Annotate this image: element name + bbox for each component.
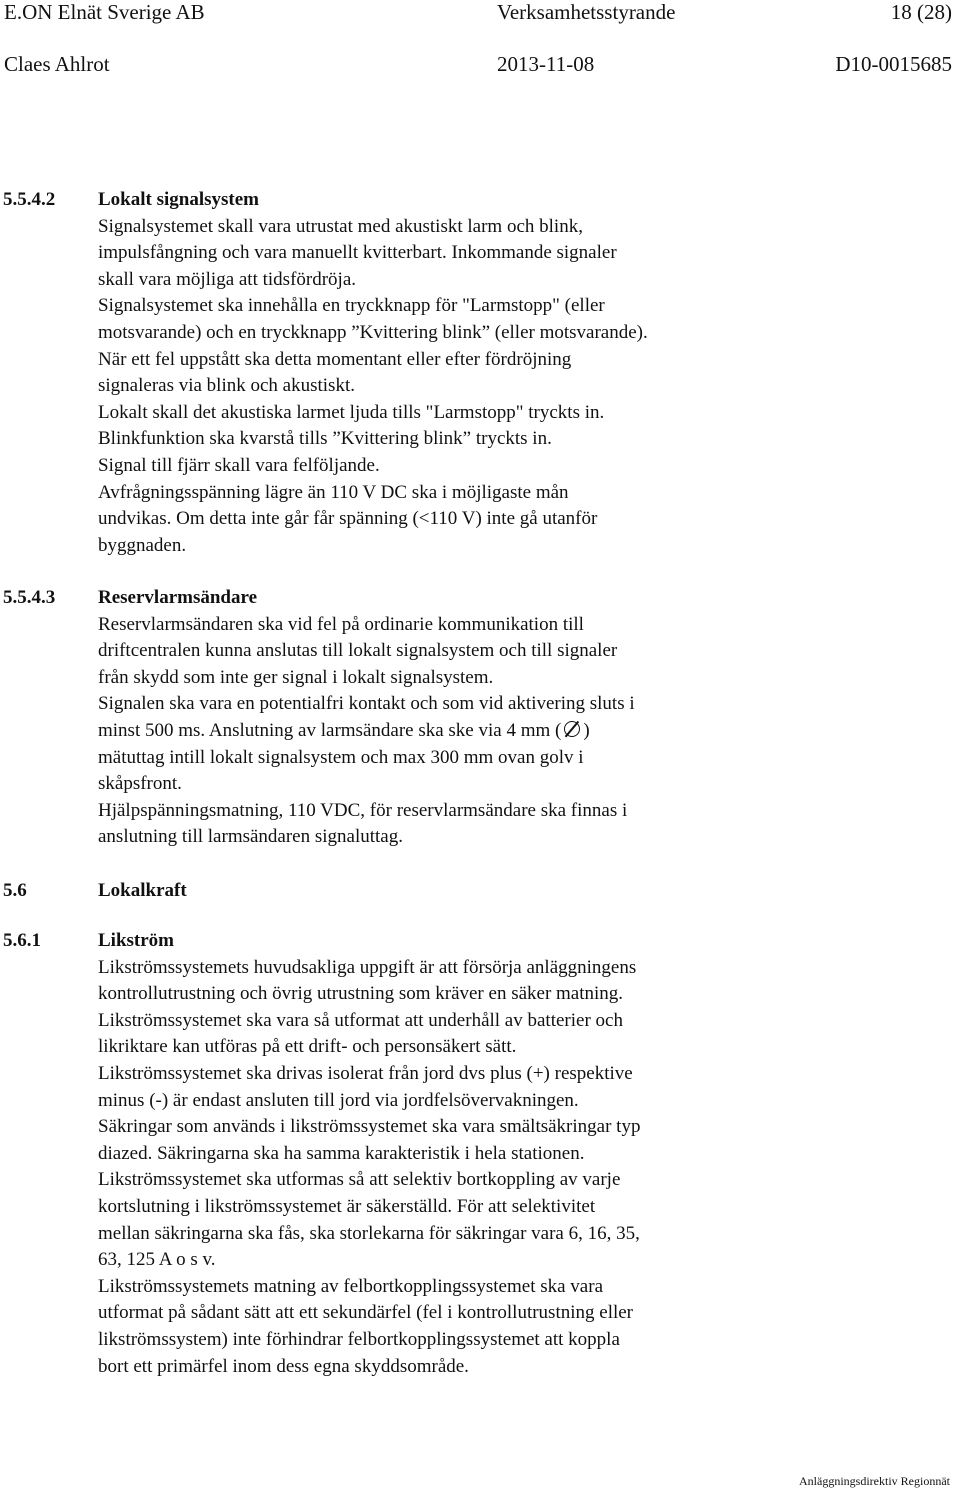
section-title: Likström: [98, 930, 174, 951]
body-line: Likströmssystemet ska drivas isolerat från jord dvs plus (+) respektive: [98, 1062, 633, 1084]
body-line: Reservlarmsändaren ska vid fel på ordinarie kommunikation till: [98, 613, 584, 635]
body-line: signaleras via blink och akustiskt.: [98, 375, 355, 397]
body-text: minst 500 ms. Anslutning av larmsändare ska ske via 4 mm (: [98, 719, 562, 741]
section-number: 5.6.1: [3, 930, 41, 951]
body-line: Likströmssystemet ska utformas så att selektiv bortkoppling av varje: [98, 1169, 621, 1191]
section-number: 5.5.4.2: [3, 189, 56, 210]
body-line: likströmssystem) inte förhindrar felbortkopplingssystemet att koppla: [98, 1328, 620, 1350]
body-line: likriktare kan utföras på ett drift- och personsäkert sätt.: [98, 1036, 517, 1058]
body-line: mätuttag intill lokalt signalsystem och max 300 mm ovan golv i: [98, 746, 584, 768]
body-line: impulsfångning och vara manuellt kvitterbart. Inkommande signaler: [98, 242, 617, 264]
department: Verksamhetsstyrande: [497, 0, 676, 24]
body-line: driftcentralen kunna anslutas till lokalt signalsystem och till signaler: [98, 640, 618, 662]
body-line: mellan säkringarna ska fås, ska storlekarna för säkringar vara 6, 16, 35,: [98, 1222, 640, 1244]
body-line: Signal till fjärr skall vara felföljande.: [98, 454, 380, 476]
body-line: Avfrågningsspänning lägre än 110 V DC ska i möjligaste mån: [98, 481, 569, 503]
body-line: Likströmssystemet ska vara så utformat att underhåll av batterier och: [98, 1009, 623, 1031]
body-line: skall vara möjliga att tidsfördröja.: [98, 268, 357, 290]
body-line: 63, 125 A o s v.: [98, 1249, 216, 1271]
body-line: Signalen ska vara en potentialfri kontakt och som vid aktivering sluts i: [98, 693, 635, 715]
body-line: undvikas. Om detta inte går får spänning (<110 V) inte gå utanför: [98, 508, 598, 530]
body-line: skåpsfront.: [98, 773, 182, 795]
body-line: minus (-) är endast ansluten till jord via jordfelsövervakningen.: [98, 1089, 579, 1111]
body-line: bort ett primärfel inom dess egna skyddsområde.: [98, 1355, 469, 1377]
body-line: Signalsystemet ska innehålla en tryckknapp för "Larmstopp" (eller: [98, 295, 605, 317]
section-number: 5.6: [3, 880, 27, 901]
author: Claes Ahlrot: [4, 52, 110, 76]
section-body: [98, 214, 778, 560]
body-line: diazed. Säkringarna ska ha samma karakteristik i hela stationen.: [98, 1142, 585, 1164]
body-line: Likströmssystemets matning av felbortkopplingssystemet ska vara: [98, 1275, 604, 1297]
body-line: Blinkfunktion ska kvarstå tills ”Kvittering blink” tryckts in.: [98, 428, 552, 450]
document-id: D10-0015685: [835, 52, 952, 76]
body-line: kontrollutrustning och övrig utrustning som kräver en säker matning.: [98, 983, 624, 1005]
body-line: byggnaden.: [98, 534, 187, 556]
section-body: [98, 955, 778, 1381]
section-title: Lokalkraft: [98, 880, 187, 901]
company-name: E.ON Elnät Sverige AB: [4, 0, 205, 24]
body-line: Säkringar som används i likströmssystemet ska vara smältsäkringar typ: [98, 1116, 641, 1138]
body-line: utformat på sådant sätt att ett sekundärfel (fel i kontrollutrustning eller: [98, 1302, 634, 1324]
section-number: 5.5.4.3: [3, 587, 56, 608]
body-line: kortslutning i likströmssystemet är säkerställd. För att selektivitet: [98, 1195, 596, 1217]
body-line: från skydd som inte ger signal i lokalt signalsystem.: [98, 666, 494, 688]
body-line: Likströmssystemets huvudsakliga uppgift är att försörja anläggningens: [98, 956, 637, 978]
body-text: ): [583, 719, 590, 741]
body-line: Lokalt skall det akustiska larmet ljuda tills "Larmstopp" tryckts in.: [98, 401, 605, 423]
footer-text: Anläggningsdirektiv Regionnät: [799, 1474, 950, 1488]
section-title: Reservlarmsändare: [98, 587, 258, 608]
body-line: Hjälpspänningsmatning, 110 VDC, för reservlarmsändare ska finnas i: [98, 799, 628, 821]
body-line: anslutning till larmsändaren signaluttag.: [98, 826, 403, 848]
section-body: [98, 612, 778, 851]
page-number: 18 (28): [890, 0, 952, 24]
body-line: Signalsystemet skall vara utrustat med akustiskt larm och blink,: [98, 215, 583, 237]
document-date: 2013-11-08: [497, 52, 595, 76]
section-title: Lokalt signalsystem: [98, 189, 259, 210]
body-line: motsvarande) och en tryckknapp ”Kvittering blink” (eller motsvarande).: [98, 321, 648, 343]
body-line-with-symbol: [98, 718, 778, 745]
diameter-symbol-icon: [564, 721, 580, 737]
body-line: När ett fel uppstått ska detta momentant eller efter fördröjning: [98, 348, 572, 370]
